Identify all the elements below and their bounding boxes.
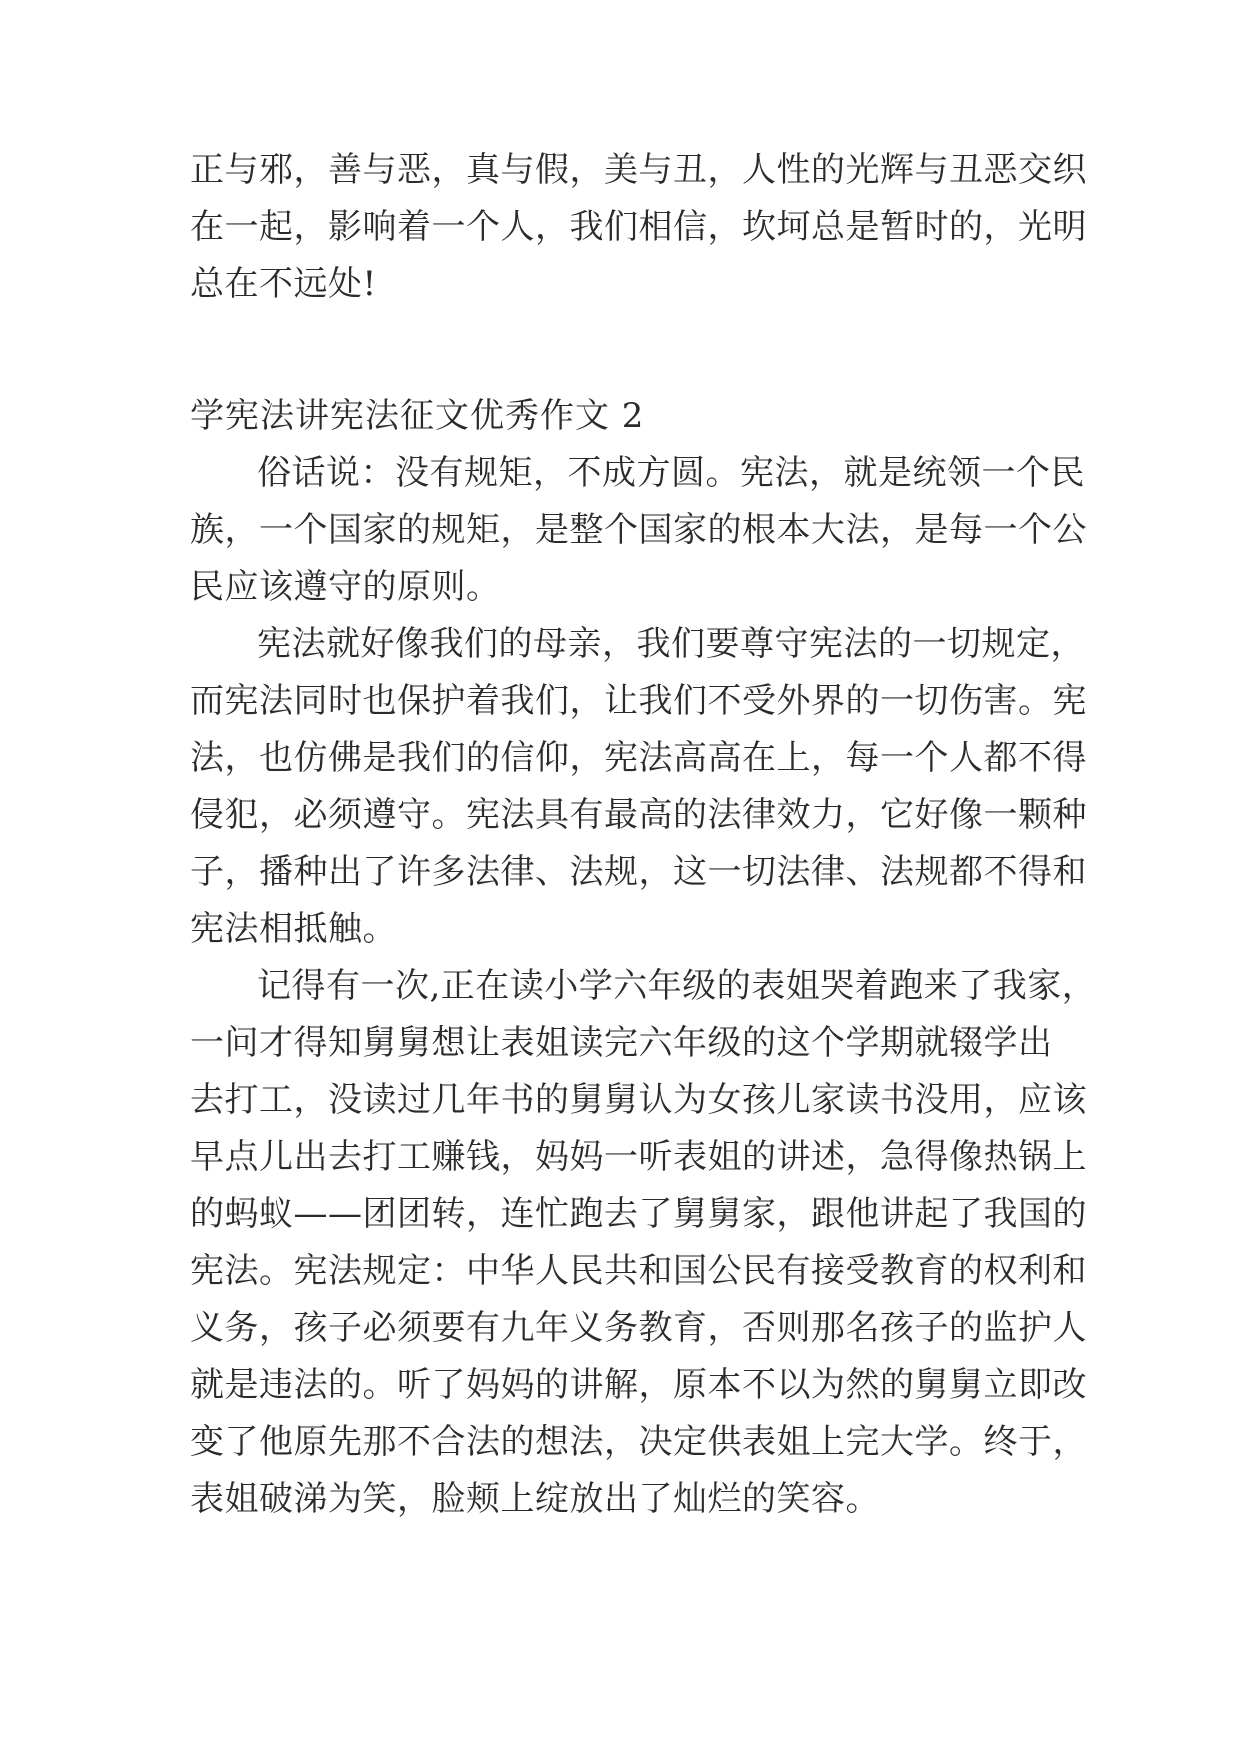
text-line: 俗话说：没有规矩，不成方圆。宪法，就是统领一个民: [257, 453, 1085, 493]
text-line: 法，也仿佛是我们的信仰，宪法高高在上，每一个人都不得: [190, 738, 1087, 778]
text-line: 表姐破涕为笑，脸颊上绽放出了灿烂的笑容。: [190, 1479, 880, 1519]
text-line: 在一起，影响着一个人，我们相信，坎坷总是暂时的，光明: [190, 207, 1087, 247]
text-line: 侵犯，必须遵守。宪法具有最高的法律效力，它好像一颗种: [190, 795, 1087, 835]
section-title: 学宪法讲宪法征文优秀作文 2: [190, 396, 645, 436]
text-line: 宪法相抵触。: [190, 909, 397, 949]
text-line: 子，播种出了许多法律、法规，这一切法律、法规都不得和: [190, 852, 1087, 892]
text-line: 一问才得知舅舅想让表姐读完六年级的这个学期就辍学出: [190, 1023, 1053, 1063]
text-line: 去打工，没读过几年书的舅舅认为女孩儿家读书没用，应该: [190, 1080, 1087, 1120]
text-line: 记得有一次,正在读小学六年级的表姐哭着跑来了我家，: [257, 966, 1097, 1006]
text-line: 民应该遵守的原则。: [190, 567, 501, 607]
text-line: 变了他原先那不合法的想法，决定供表姐上完大学。终于，: [190, 1422, 1087, 1462]
text-line: 就是违法的。听了妈妈的讲解，原本不以为然的舅舅立即改: [190, 1365, 1087, 1405]
text-line: 宪法。宪法规定：中华人民共和国公民有接受教育的权利和: [190, 1251, 1087, 1291]
text-line: 正与邪，善与恶，真与假，美与丑，人性的光辉与丑恶交织: [190, 150, 1087, 190]
text-line: 族，一个国家的规矩，是整个国家的根本大法，是每一个公: [190, 510, 1087, 550]
text-line: 义务，孩子必须要有九年义务教育，否则那名孩子的监护人: [190, 1308, 1087, 1348]
text-line: 的蚂蚁——团团转，连忙跑去了舅舅家，跟他讲起了我国的: [190, 1194, 1087, 1234]
text-line: 总在不远处!: [190, 264, 377, 304]
text-line: 宪法就好像我们的母亲，我们要尊守宪法的一切规定，: [257, 624, 1085, 664]
text-line: 早点儿出去打工赚钱，妈妈一听表姐的讲述，急得像热锅上: [190, 1137, 1087, 1177]
text-line: 而宪法同时也保护着我们，让我们不受外界的一切伤害。宪: [190, 681, 1087, 721]
